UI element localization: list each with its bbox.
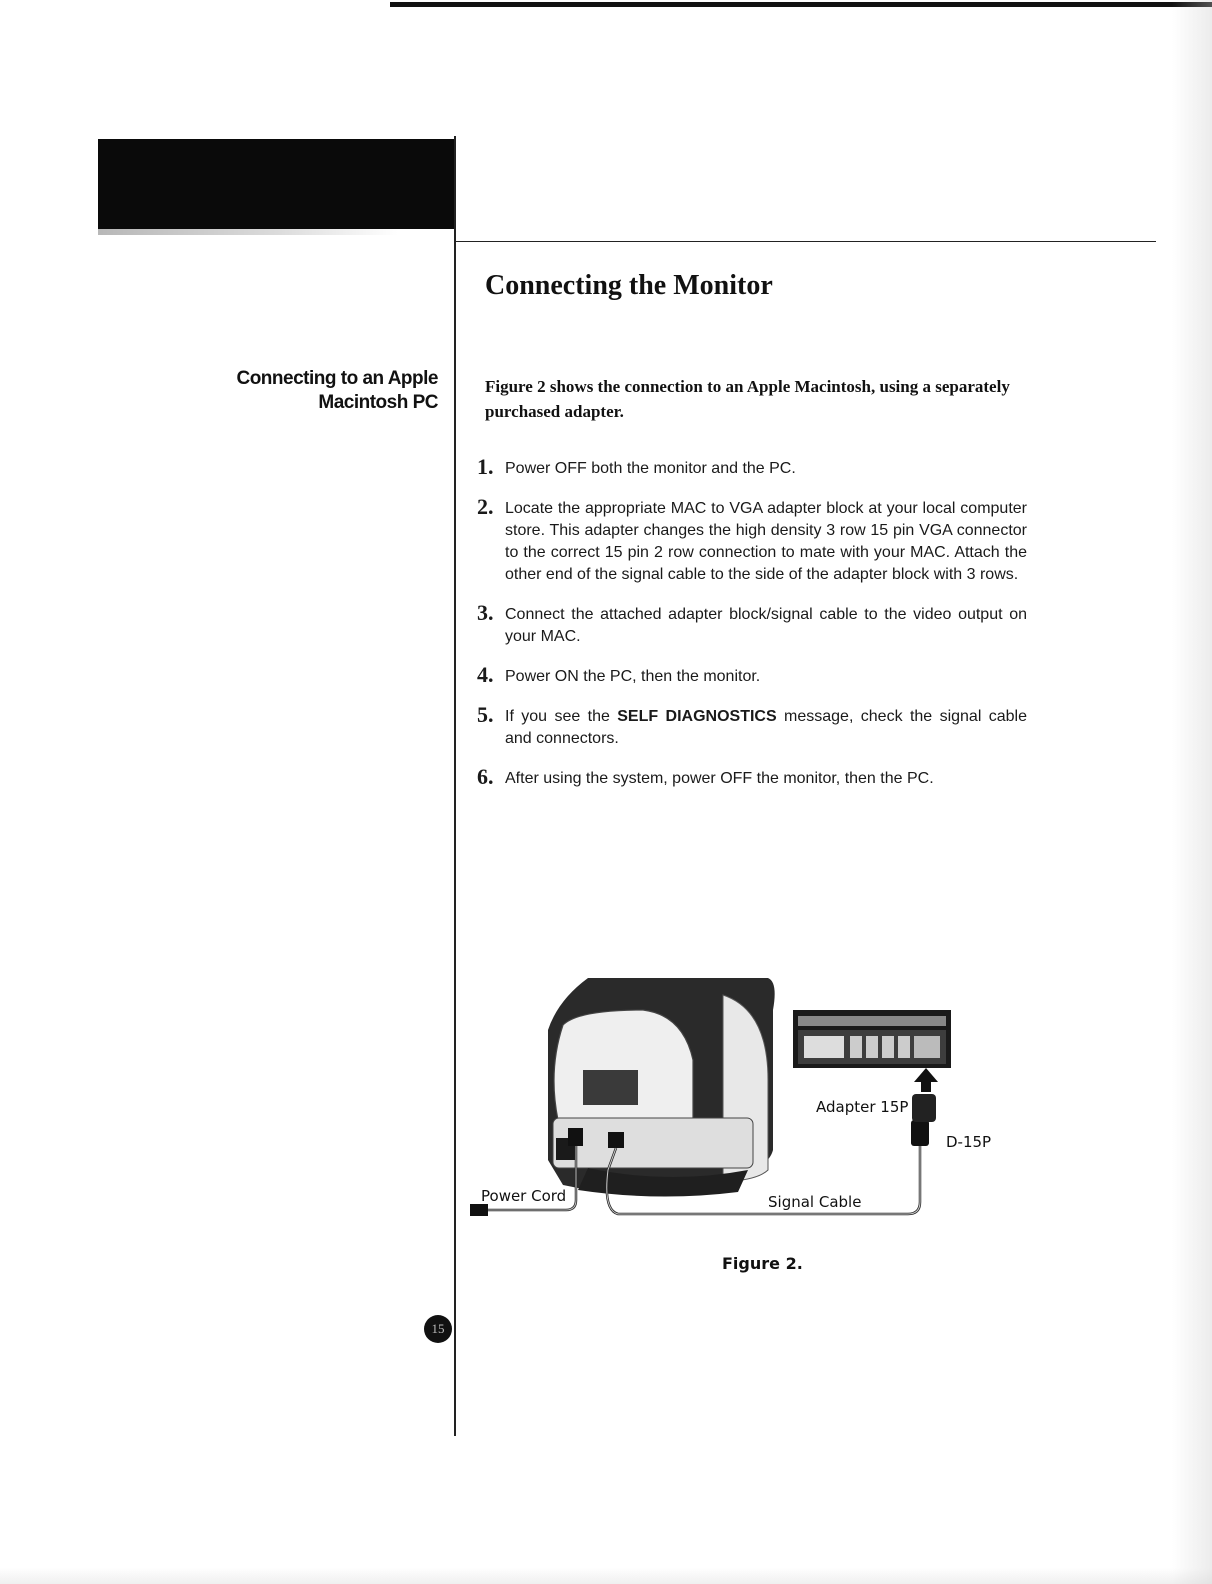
power-plug — [470, 1204, 488, 1216]
step-item — [477, 454, 1037, 480]
connection-figure — [468, 970, 1008, 1240]
step-text: Power ON the PC, then the monitor. — [505, 668, 761, 685]
section-tab-block — [98, 139, 455, 229]
scan-edge-shading — [1172, 0, 1212, 1584]
step-item — [477, 702, 1037, 750]
step-number: 6. — [477, 764, 494, 789]
step-number: 1. — [477, 454, 494, 479]
adapter-label: Adapter 15P — [816, 1098, 909, 1116]
page-number-badge: 15 — [424, 1315, 452, 1343]
step-text-pre: If you see the — [505, 708, 618, 725]
step-text: Locate the appropriate MAC to VGA adapter block at your local computer store. This adapter changes the high density 3 row 15 pin VGA connector to the correct 15 pin 2 row connection to mate with your MAC. Attach the other end of the signal cable to the side of the adapter block with 3 rows. — [505, 500, 1027, 583]
power-cord-label: Power Cord — [481, 1187, 567, 1205]
vertical-divider — [454, 136, 456, 1436]
arrow-up-icon — [914, 1068, 938, 1092]
step-item — [477, 764, 1037, 790]
scan-bottom-shading — [0, 1568, 1212, 1584]
top-rule — [390, 2, 1212, 7]
step-item — [477, 600, 1037, 648]
monitor-illustration — [548, 978, 775, 1197]
step-text: Connect the attached adapter block/signal cable to the video output on your MAC. — [505, 606, 1027, 645]
page-title: Connecting the Monitor — [485, 270, 773, 301]
header-divider — [456, 241, 1156, 242]
intro-paragraph: Figure 2 shows the connection to an Apple Macintosh, using a separately purchased adapter. — [485, 377, 1010, 421]
section-heading-line2: Macintosh PC — [318, 392, 438, 413]
step-number: 5. — [477, 702, 494, 727]
step-number: 3. — [477, 600, 494, 625]
step-item — [477, 494, 1037, 586]
step-item — [477, 662, 1037, 688]
steps-list — [477, 454, 1037, 808]
step-text-post: message, check the signal cable and connectors. — [505, 708, 1028, 747]
step-text — [477, 702, 1037, 750]
step-number: 2. — [477, 494, 494, 519]
step-number: 4. — [477, 662, 494, 687]
d15p-label: D-15P — [946, 1133, 992, 1151]
adapter-block — [912, 1094, 936, 1122]
signal-cable-label: Signal Cable — [768, 1193, 862, 1211]
step-text: After using the system, power OFF the monitor, then the PC. — [505, 770, 934, 787]
d15p-connector — [911, 1120, 929, 1146]
section-heading — [150, 367, 438, 415]
section-tab-shadow — [98, 229, 398, 235]
section-heading-line1: Connecting to an Apple — [236, 368, 438, 389]
step-text: Power OFF both the monitor and the PC. — [505, 460, 796, 477]
self-diagnostics-term: SELF DIAGNOSTICS — [617, 708, 777, 725]
macintosh-back-illustration — [793, 1010, 951, 1068]
figure-caption: Figure 2. — [722, 1254, 803, 1273]
